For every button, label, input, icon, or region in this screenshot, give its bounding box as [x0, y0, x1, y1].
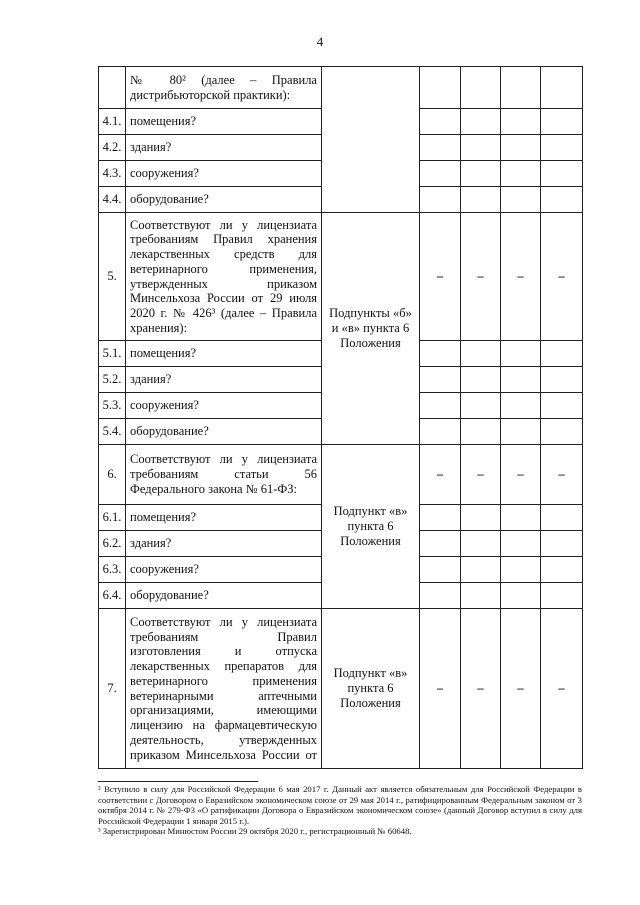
question-cell: сооружения?: [126, 393, 322, 419]
footnote-divider: [98, 781, 258, 782]
note-cell: [541, 67, 583, 109]
item-number: 7.: [99, 609, 126, 769]
question-cell: оборудование?: [126, 419, 322, 445]
question-cell: № 80² (далее – Правила дистрибьюторской практики):: [126, 67, 322, 109]
item-number: 6.3.: [99, 557, 126, 583]
item-number: 5.2.: [99, 367, 126, 393]
answer-na-cell: [501, 67, 541, 109]
question-cell: здания?: [126, 367, 322, 393]
dash-mark: –: [461, 445, 501, 505]
table-row: [99, 213, 583, 341]
dash-mark: –: [461, 213, 501, 341]
legal-basis-cell: Подпункт «в» пункта 6 Положения: [322, 445, 420, 609]
dash-mark: –: [420, 609, 461, 769]
checklist-table: [98, 66, 583, 769]
footnote-3: ³ Зарегистрирован Минюстом России 29 октября 2020 г., регистрационный № 60648.: [98, 826, 412, 837]
page-number: 4: [316, 34, 324, 49]
question-cell: помещения?: [126, 505, 322, 531]
dash-mark: –: [420, 445, 461, 505]
item-number: 5.1.: [99, 341, 126, 367]
table-row: [99, 67, 583, 109]
item-number: 5.3.: [99, 393, 126, 419]
item-number: 6.: [99, 445, 126, 505]
legal-basis-cell: Подпункт «в» пункта 6 Положения: [322, 609, 420, 769]
table-row: [99, 609, 583, 769]
dash-mark: –: [461, 609, 501, 769]
item-number: [99, 67, 126, 109]
dash-mark: –: [501, 445, 541, 505]
dash-mark: –: [420, 213, 461, 341]
dash-mark: –: [501, 609, 541, 769]
dash-mark: –: [541, 213, 583, 341]
answer-no-cell: [461, 67, 501, 109]
question-cell: оборудование?: [126, 583, 322, 609]
question-cell: оборудование?: [126, 187, 322, 213]
item-number: 6.4.: [99, 583, 126, 609]
footnote-2: ² Вступило в силу для Российской Федерации 6 мая 2017 г. Данный акт является обязательным для Российской Федерации в соответствии с Договором о Евразийском экономическом союзе от 29 мая 2014 г., ратифицированным Федеральным законом от 3 октября 2014 г. № 279-ФЗ «О ратификации Договора о Евразийском экономическом союзе» (данный Договор вступил в силу для Российской Федерации 1 января 2015 г.).: [98, 784, 582, 826]
item-number: 5.: [99, 213, 126, 341]
question-cell: помещения?: [126, 109, 322, 135]
answer-yes-cell: [420, 67, 461, 109]
dash-mark: –: [541, 609, 583, 769]
question-cell: Соответствуют ли у лицензиата требованиям Правил изготовления и отпуска лекарственных препаратов для ветеринарного применения ветеринарными аптечными организациями, имеющими лицензию на фармацевтическую деятельность, утвержденных приказом Минсельхоза России от: [126, 609, 322, 769]
dash-mark: –: [541, 445, 583, 505]
footnotes: [98, 784, 582, 837]
legal-basis-cell: [322, 67, 420, 213]
question-cell: здания?: [126, 135, 322, 161]
item-number: 4.4.: [99, 187, 126, 213]
question-cell: здания?: [126, 531, 322, 557]
item-number: 4.1.: [99, 109, 126, 135]
table-row: [99, 445, 583, 505]
item-number: 6.1.: [99, 505, 126, 531]
question-cell: Соответствуют ли у лицензиата требованиям статьи 56 Федерального закона № 61-ФЗ:: [126, 445, 322, 505]
question-cell: помещения?: [126, 341, 322, 367]
item-number: 5.4.: [99, 419, 126, 445]
question-cell: Соответствуют ли у лицензиата требованиям Правил хранения лекарственных средств для ветеринарного применения, утвержденных приказом Минсельхоза России от 29 июля 2020 г. № 426³ (далее – Правила хранения):: [126, 213, 322, 341]
legal-basis-cell: Подпункты «б» и «в» пункта 6 Положения: [322, 213, 420, 445]
item-number: 4.3.: [99, 161, 126, 187]
question-cell: сооружения?: [126, 557, 322, 583]
dash-mark: –: [501, 213, 541, 341]
item-number: 6.2.: [99, 531, 126, 557]
question-cell: сооружения?: [126, 161, 322, 187]
item-number: 4.2.: [99, 135, 126, 161]
